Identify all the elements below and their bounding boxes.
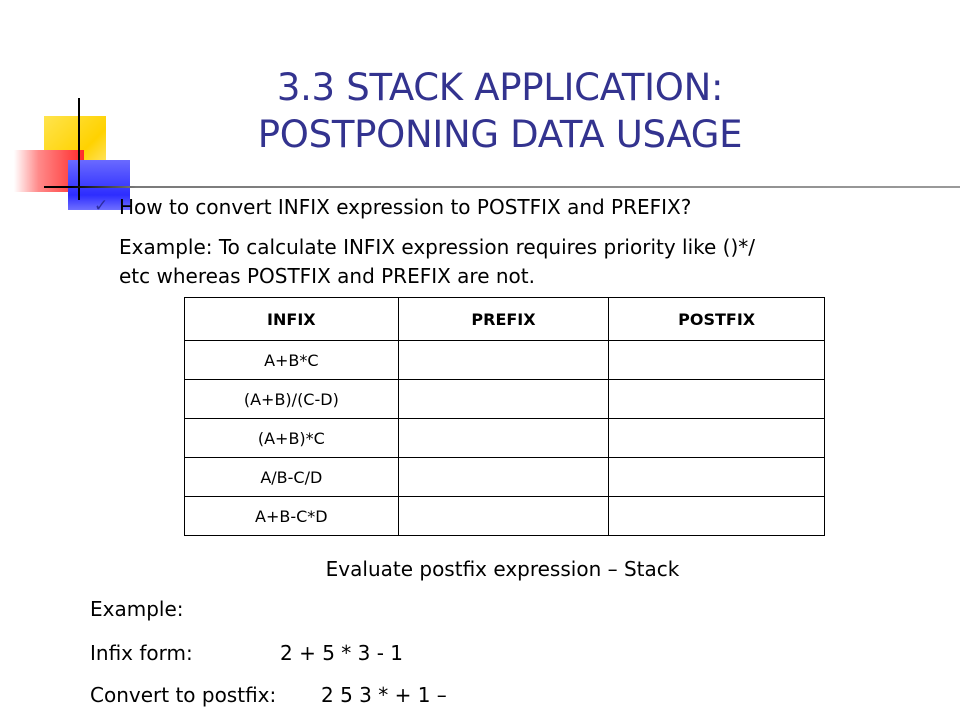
example-line-2: etc whereas POSTFIX and PREFIX are not. [119, 264, 535, 288]
conversion-question: How to convert INFIX expression to POSTFIX and PREFIX? [119, 195, 692, 219]
table-header-prefix: PREFIX [398, 298, 609, 341]
table-cell-infix: (A+B)/(C-D) [185, 380, 399, 419]
checkmark-icon: ✓ [94, 196, 109, 216]
table-cell-prefix [398, 458, 609, 497]
table-cell-prefix [398, 419, 609, 458]
table-row [185, 380, 825, 419]
table-header-postfix: POSTFIX [609, 298, 825, 341]
conversion-table [184, 297, 825, 536]
table-cell-postfix [609, 341, 825, 380]
table-row [185, 497, 825, 536]
table-header-infix: INFIX [185, 298, 399, 341]
title-underline-divider [44, 186, 960, 188]
table-cell-postfix [609, 380, 825, 419]
table-cell-infix: A/B-C/D [185, 458, 399, 497]
evaluate-heading: Evaluate postfix expression – Stack [325, 557, 680, 581]
slide-title-line-2: POSTPONING DATA USAGE [257, 113, 743, 156]
postfix-form-line [90, 683, 447, 707]
table-cell-postfix [609, 458, 825, 497]
table-row [185, 419, 825, 458]
example-paragraph [119, 233, 909, 291]
table-row [185, 458, 825, 497]
table-cell-prefix [398, 497, 609, 536]
example-line-1: Example: To calculate INFIX expression requires priority like ()*/ [119, 235, 756, 259]
infix-form-label: Infix form: [90, 641, 193, 665]
infix-form-value: 2 + 5 * 3 - 1 [280, 641, 404, 665]
table-cell-infix: A+B*C [185, 341, 399, 380]
table-cell-infix: A+B-C*D [185, 497, 399, 536]
table-row [185, 341, 825, 380]
infix-form-line [90, 641, 403, 665]
slide-title [150, 64, 850, 158]
table-cell-postfix [609, 419, 825, 458]
table-cell-infix: (A+B)*C [185, 419, 399, 458]
slide-title-line-1: 3.3 STACK APPLICATION: [276, 66, 724, 109]
table-cell-prefix [398, 341, 609, 380]
table-header-row [185, 298, 825, 341]
table-cell-prefix [398, 380, 609, 419]
logo-vertical-line [78, 98, 80, 200]
postfix-form-value: 2 5 3 * + 1 – [321, 683, 447, 707]
table-cell-postfix [609, 497, 825, 536]
postfix-form-label: Convert to postfix: [90, 683, 277, 707]
example-label: Example: [90, 597, 184, 621]
